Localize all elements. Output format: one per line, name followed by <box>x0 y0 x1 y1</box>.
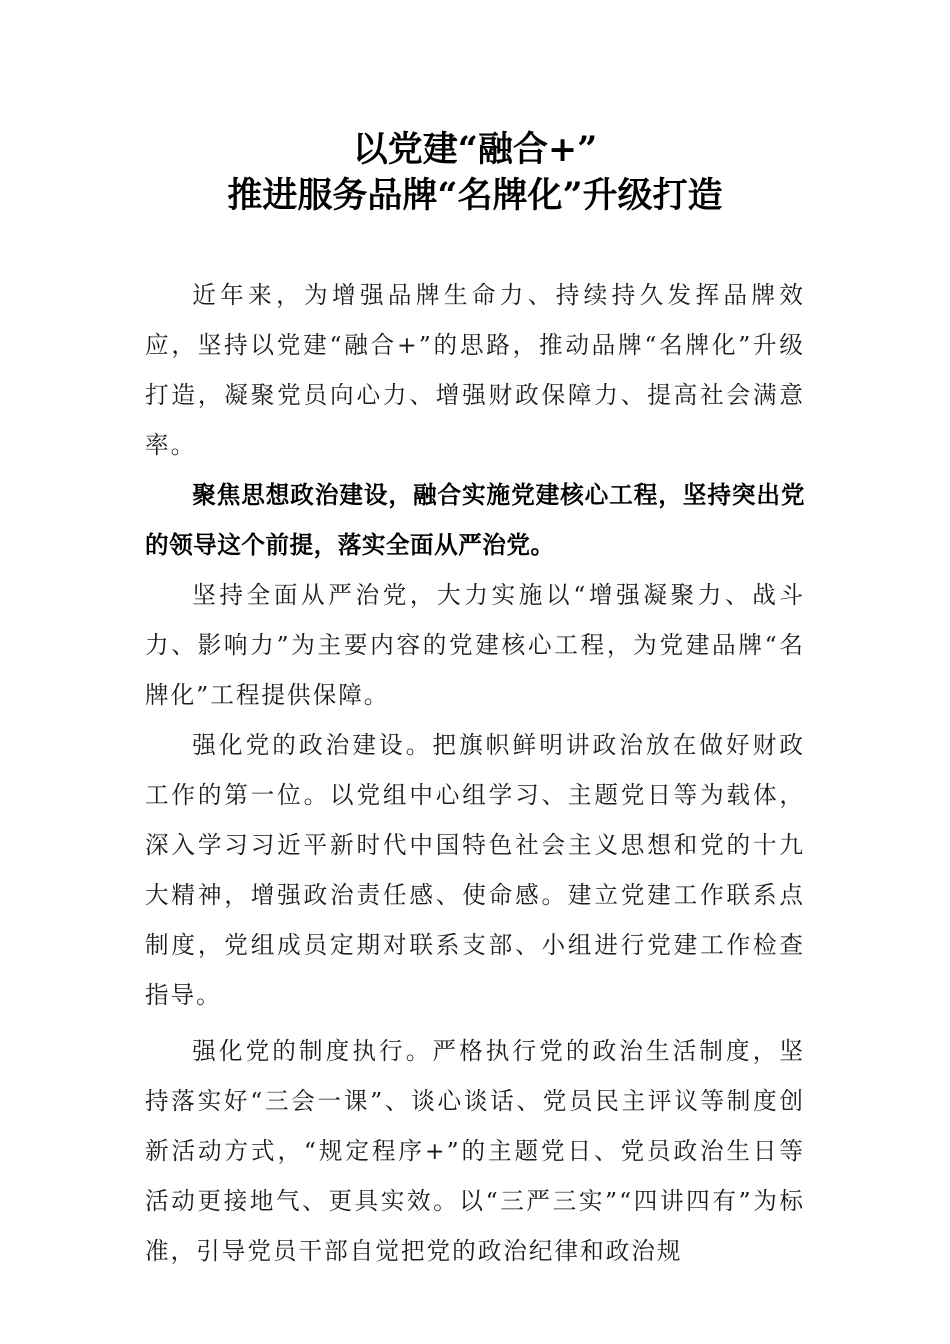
paragraph-text: 把旗帜鲜明讲政治放在做好财政工作的第一位。以党组中心组学习、主题党日等为载体，深入学习习近平新时代中国特色社会主义思想和党的十九大精神，增强政治责任感、使命感。建立党建工作联系点制度，党组成员定期对联系支部、小组进行党建工作检查指导。 <box>145 731 806 1009</box>
paragraph-lead: 强化党的政治建设。 <box>192 731 433 759</box>
paragraph-lead: 强化党的制度执行。 <box>192 1037 433 1065</box>
section-paragraph: 坚持全面从严治党，大力实施以“增强凝聚力、战斗力、影响力”为主要内容的党建核心工程，为党建品牌“名牌化”工程提供保障。 <box>145 581 805 709</box>
system-execution-paragraph <box>145 1026 805 1276</box>
political-building-paragraph <box>145 720 805 1020</box>
document-body <box>145 270 805 1276</box>
section-heading: 聚焦思想政治建设，融合实施党建核心工程，坚持突出党的领导这个前提，落实全面从严治党。 <box>145 481 805 559</box>
paragraph-text: 严格执行党的政治生活制度，坚持落实好“三会一课”、谈心谈话、党员民主评议等制度创新活动方式，“规定程序+”的主题党日、党员政治生日等活动更接地气、更具实效。以“三严三实”“四讲四有”为标准，引导党员干部自觉把党的政治纪律和政治规 <box>145 1037 806 1265</box>
document-title-line-1: 以党建“融合+” <box>352 129 598 170</box>
document-title-line-2: 推进服务品牌“名牌化”升级打造 <box>227 175 723 216</box>
intro-paragraph: 近年来，为增强品牌生命力、持续持久发挥品牌效应，坚持以党建“融合+”的思路，推动品牌“名牌化”升级打造，凝聚党员向心力、增强财政保障力、提高社会满意率。 <box>145 281 805 459</box>
